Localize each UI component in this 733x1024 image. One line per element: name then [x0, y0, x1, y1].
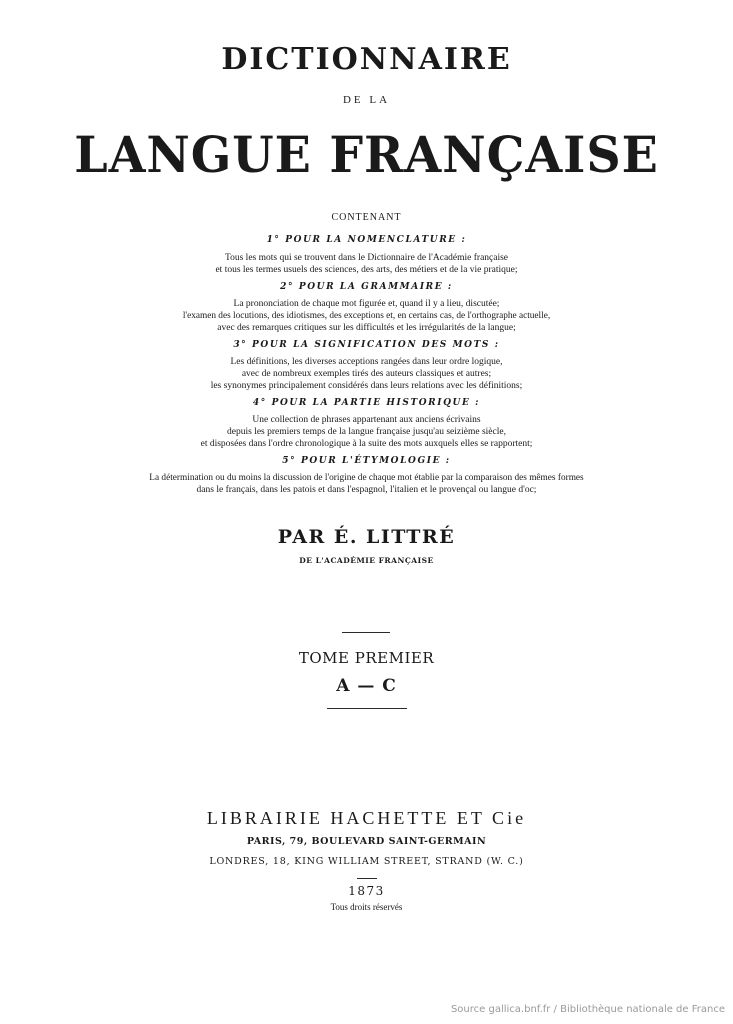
- section-nomenclature-heading: 1° POUR LA NOMENCLATURE :: [266, 235, 467, 245]
- section-signification-line: Les définitions, les diverses acceptions rangées dans leur ordre logique,: [230, 357, 503, 367]
- title-de-la: DE LA: [342, 94, 391, 106]
- section-nomenclature-line: et tous les termes usuels des sciences, des arts, des métiers et de la vie pratique;: [215, 265, 518, 275]
- title-langue-francaise: LANGUE FRANÇAISE: [74, 125, 659, 184]
- rights-notice: Tous droits réservés: [330, 902, 403, 912]
- section-etymologie-line: dans le français, dans les patois et dans l'espagnol, l'italien et le provençal ou langue d'oc;: [196, 485, 537, 495]
- volume-tome: TOME PREMIER: [298, 649, 435, 667]
- author-affiliation: DE L'ACADÉMIE FRANÇAISE: [299, 556, 434, 565]
- title-dictionnaire: DICTIONNAIRE: [221, 42, 512, 77]
- section-grammaire-line: avec des remarques critiques sur les difficultés et les irrégularités de la langue;: [217, 323, 516, 333]
- section-signification-line: avec de nombreux exemples tirés des auteurs classiques et autres;: [241, 369, 492, 379]
- divider-rule: [357, 878, 377, 879]
- section-historique-line: Une collection de phrases appartenant aux anciens écrivains: [252, 415, 481, 425]
- section-historique-line: et disposées dans l'ordre chronologique à la suite des mots auxquels elles se rapportent;: [200, 439, 533, 449]
- publisher-paris-address: PARIS, 79, BOULEVARD SAINT-GERMAIN: [246, 836, 487, 847]
- divider-rule: [327, 708, 407, 709]
- source-notice: Source gallica.bnf.fr / Bibliothèque nationale de France: [450, 1004, 725, 1015]
- section-signification-heading: 3° POUR LA SIGNIFICATION DES MOTS :: [233, 340, 500, 350]
- section-grammaire-line: l'examen des locutions, des idiotismes, des exceptions et, en certains cas, de l'orthographe actuelle,: [182, 311, 551, 321]
- volume-range: A — C: [336, 676, 397, 696]
- section-historique-line: depuis les premiers temps de la langue française jusqu'au seizième siècle,: [227, 427, 506, 437]
- divider-rule: [342, 632, 390, 633]
- section-grammaire-line: La prononciation de chaque mot figurée et, quand il y a lieu, discutée;: [233, 299, 500, 309]
- section-signification-line: les synonymes principalement considérés dans leurs relations avec les définitions;: [210, 381, 523, 391]
- section-etymologie-line: La détermination ou du moins la discussion de l'origine de chaque mot établie par la comparaison des mêmes formes: [149, 473, 584, 483]
- contents-intro: CONTENANT: [331, 212, 402, 223]
- author-name: PAR É. LITTRÉ: [277, 526, 456, 548]
- publication-year: 1873: [348, 884, 385, 898]
- publisher-london-address: LONDRES, 18, KING WILLIAM STREET, STRAND (W. C.): [209, 856, 524, 867]
- section-grammaire-heading: 2° POUR LA GRAMMAIRE :: [280, 282, 453, 292]
- publisher-name: LIBRAIRIE HACHETTE ET Cie: [206, 808, 527, 828]
- section-nomenclature-line: Tous les mots qui se trouvent dans le Dictionnaire de l'Académie française: [224, 253, 509, 263]
- section-etymologie-heading: 5° POUR L'ÉTYMOLOGIE :: [282, 456, 451, 466]
- section-historique-heading: 4° POUR LA PARTIE HISTORIQUE :: [252, 398, 481, 408]
